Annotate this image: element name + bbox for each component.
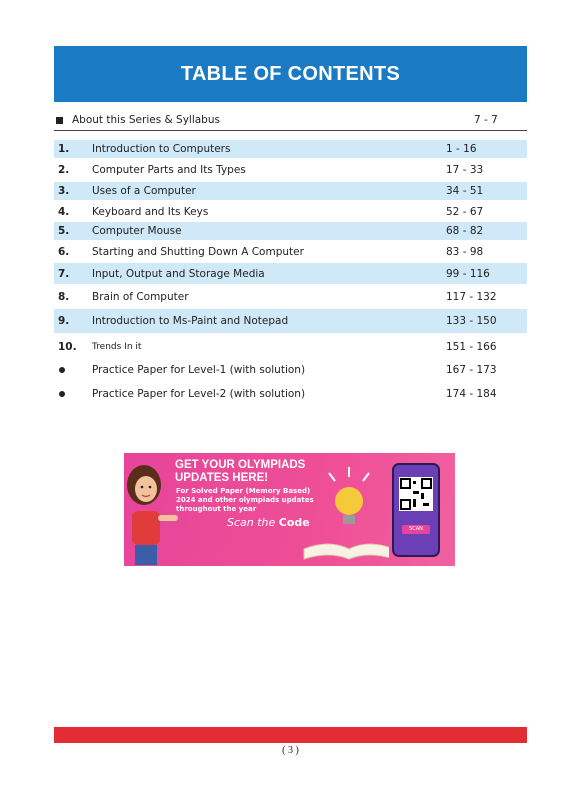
chapter-number: 4. (58, 206, 70, 218)
footer-bar (54, 727, 527, 743)
promo-headline: GET YOUR OLYMPIADS UPDATES HERE! (175, 459, 306, 484)
chapter-number: 5. (58, 225, 70, 237)
chapter-pages: 117 - 132 (446, 291, 497, 303)
qr-code-icon[interactable] (399, 477, 433, 511)
chapter-pages: 52 - 67 (446, 206, 484, 218)
practice-paper-pages: 167 - 173 (446, 364, 497, 376)
chapter-title: Input, Output and Storage Media (92, 267, 265, 280)
toc-row (54, 243, 527, 261)
chapter-title: Introduction to Ms-Paint and Notepad (92, 315, 289, 327)
chapter-title: Brain of Computer (92, 291, 189, 303)
chapter-title: Computer Parts and Its Types (92, 164, 246, 176)
toc-row (54, 140, 527, 158)
toc-row (54, 360, 527, 380)
practice-paper-title: Practice Paper for Level-1 (with solution) (92, 364, 306, 376)
chapter-title: Computer Mouse (92, 225, 182, 237)
chapter-number: 8. (58, 291, 70, 303)
scan-button[interactable]: SCAN (402, 525, 430, 534)
chapter-title: Introduction to Computers (92, 143, 231, 155)
chapter-number: 1. (58, 143, 70, 155)
chapter-number: 10. (58, 341, 77, 353)
chapter-pages: 151 - 166 (446, 341, 497, 353)
toc-row (54, 222, 527, 240)
chapter-pages: 1 - 16 (446, 143, 477, 155)
promo-subtext: For Solved Paper (Memory Based) 2024 and other olympiads updates throughout the year (176, 487, 314, 513)
about-series-row (54, 110, 527, 131)
chapter-number: 3. (58, 185, 70, 197)
toc-row (54, 309, 527, 333)
bullet-icon (59, 391, 65, 397)
toc-header-banner (54, 46, 527, 102)
toc-row (54, 161, 527, 179)
toc-row (54, 336, 527, 358)
square-bullet-icon (56, 117, 63, 124)
toc-row (54, 263, 527, 284)
page-title: TABLE OF CONTENTS (180, 62, 401, 85)
chapter-pages: 99 - 116 (446, 267, 490, 280)
chapter-pages: 17 - 33 (446, 164, 484, 176)
chapter-title: Trends In it (92, 342, 142, 352)
girl-illustration-icon (118, 453, 178, 581)
olympiad-promo-banner[interactable] (124, 453, 455, 566)
toc-row (54, 182, 527, 200)
chapter-pages: 83 - 98 (446, 246, 484, 258)
lightbulb-book-icon (299, 459, 389, 569)
practice-paper-pages: 174 - 184 (446, 388, 497, 400)
chapter-title: Starting and Shutting Down A Computer (92, 246, 304, 258)
toc-row (54, 384, 527, 404)
toc-row (54, 287, 527, 307)
page-number: ( 3 ) (282, 745, 299, 756)
chapter-number: 7. (58, 267, 70, 280)
chapter-pages: 34 - 51 (446, 185, 484, 197)
bullet-icon (59, 367, 65, 373)
about-pages: 7 - 7 (474, 114, 498, 126)
chapter-title: Uses of a Computer (92, 185, 196, 197)
chapter-pages: 68 - 82 (446, 225, 484, 237)
practice-paper-title: Practice Paper for Level-2 (with solution) (92, 388, 306, 400)
about-label: About this Series & Syllabus (72, 114, 220, 126)
phone-qr-code[interactable] (392, 463, 440, 557)
chapter-number: 2. (58, 164, 70, 176)
chapter-title: Keyboard and Its Keys (92, 206, 209, 218)
chapter-number: 9. (58, 315, 70, 327)
toc-row (54, 203, 527, 221)
chapter-number: 6. (58, 246, 70, 258)
scan-the-code-text: Scan the Code (227, 516, 310, 529)
chapter-pages: 133 - 150 (446, 315, 497, 327)
